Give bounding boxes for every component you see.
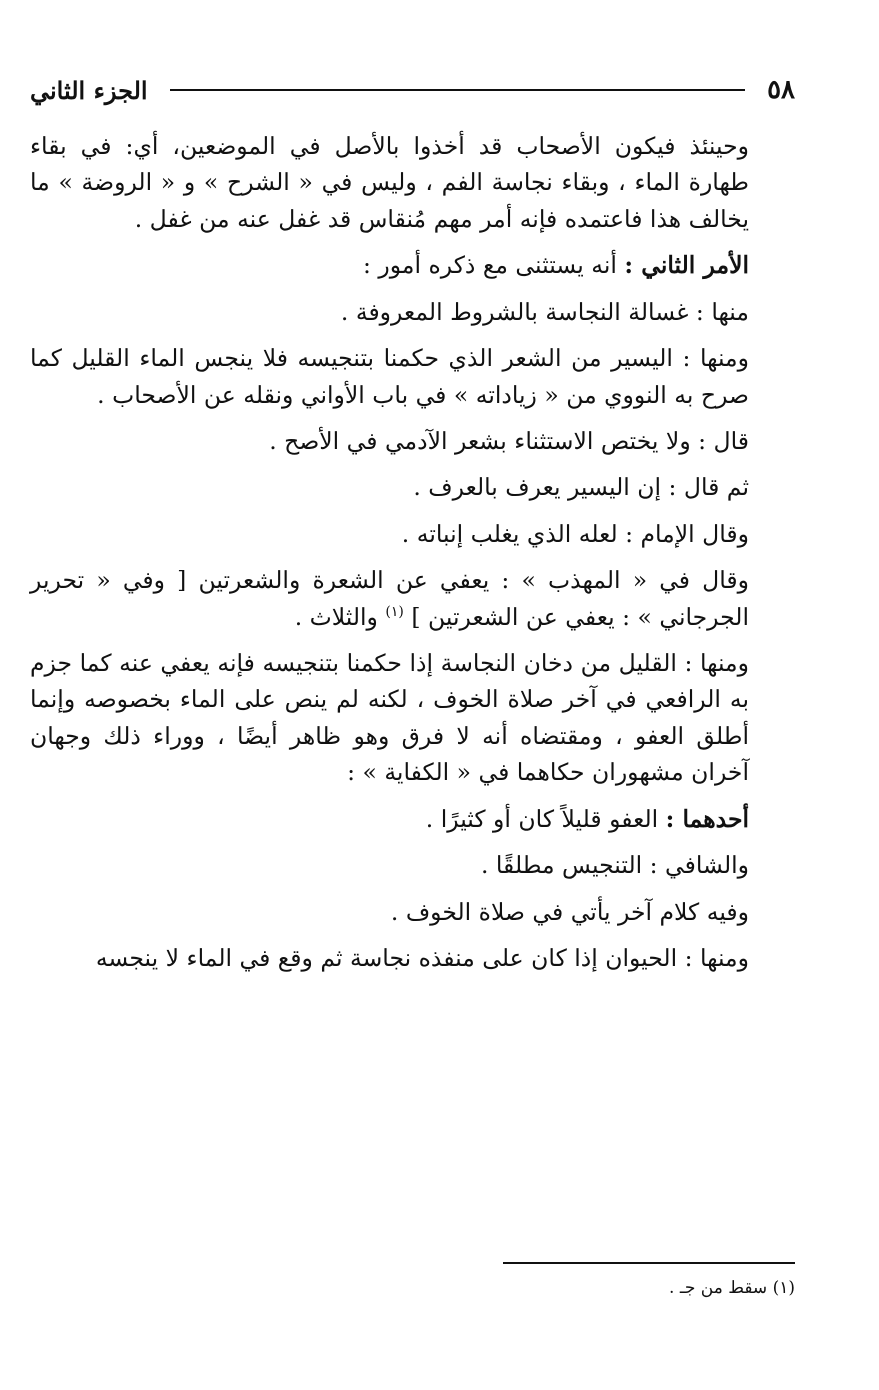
running-title: الجزء الثاني	[30, 75, 148, 105]
paragraph: ومنها : اليسير من الشعر الذي حكمنا بتنجيسه فلا ينجس الماء القليل كما صرح به النووي من « زياداته » في باب الأواني ونقله عن الأصحاب .	[30, 344, 749, 409]
paragraph: والشافي : التنجيس مطلقًا .	[480, 851, 749, 880]
paragraph: منها : غسالة النجاسة بالشروط المعروفة .	[340, 297, 749, 326]
paragraph: وقال الإمام : لعله الذي يغلب إنباته .	[401, 519, 749, 548]
paragraph: الأمر الثاني : أنه يستثنى مع ذكره أمور :	[363, 251, 749, 280]
paragraph: وقال في « المهذب » : يعفي عن الشعرة والشعرتين [ وفي « تحرير الجرجاني » : يعفي عن الشعرتين ] $^{(١)}$ والثلاث .	[30, 566, 749, 631]
page-number: ٥٨	[767, 75, 795, 105]
paragraph: وحينئذ فيكون الأصحاب قد أخذوا بالأصل في الموضعين، أي: في بقاء طهارة الماء ، وبقاء نجاسة الفم ، وليس في « الشرح » و « الروضة » ما يخالف هذا فاعتمده فإنه أمر مهم مُنقاس قد غفل عنه من غفل .	[30, 132, 749, 233]
body-text	[30, 128, 795, 986]
paragraph-lead: الأمر الثاني :	[624, 251, 749, 280]
paragraph: ومنها : الحيوان إذا كان على منفذه نجاسة ثم وقع في الماء لا ينجسه	[95, 944, 749, 973]
page-header	[30, 72, 795, 108]
footnote: (١) سقط من جـ .	[669, 1278, 795, 1298]
paragraph: ثم قال : إن اليسير يعرف بالعرف .	[413, 473, 749, 502]
paragraph-lead: أحدهما :	[665, 804, 749, 833]
footnote-reference: (١)	[385, 603, 404, 620]
paragraph: ومنها : القليل من دخان النجاسة إذا حكمنا بتنجيسه فإنه يعفي عنه كما جزم به الرافعي في آخر صلاة الخوف ، لكنه لم ينص على الماء بخصوصه وإنما أطلق العفو ، ومقتضاه أنه لا فرق وهو ظاهر أيضًا ، ووراء ذلك وجهان آخران مشهوران حكاهما في « الكفاية » :	[30, 649, 749, 787]
paragraph: أحدهما : العفو قليلاً كان أو كثيرًا .	[425, 804, 749, 833]
header-rule	[170, 89, 745, 91]
paragraph: قال : ولا يختص الاستثناء بشعر الآدمي في الأصح .	[269, 426, 749, 455]
paragraph: وفيه كلام آخر يأتي في صلاة الخوف .	[390, 897, 749, 926]
footnote-rule	[503, 1262, 795, 1264]
